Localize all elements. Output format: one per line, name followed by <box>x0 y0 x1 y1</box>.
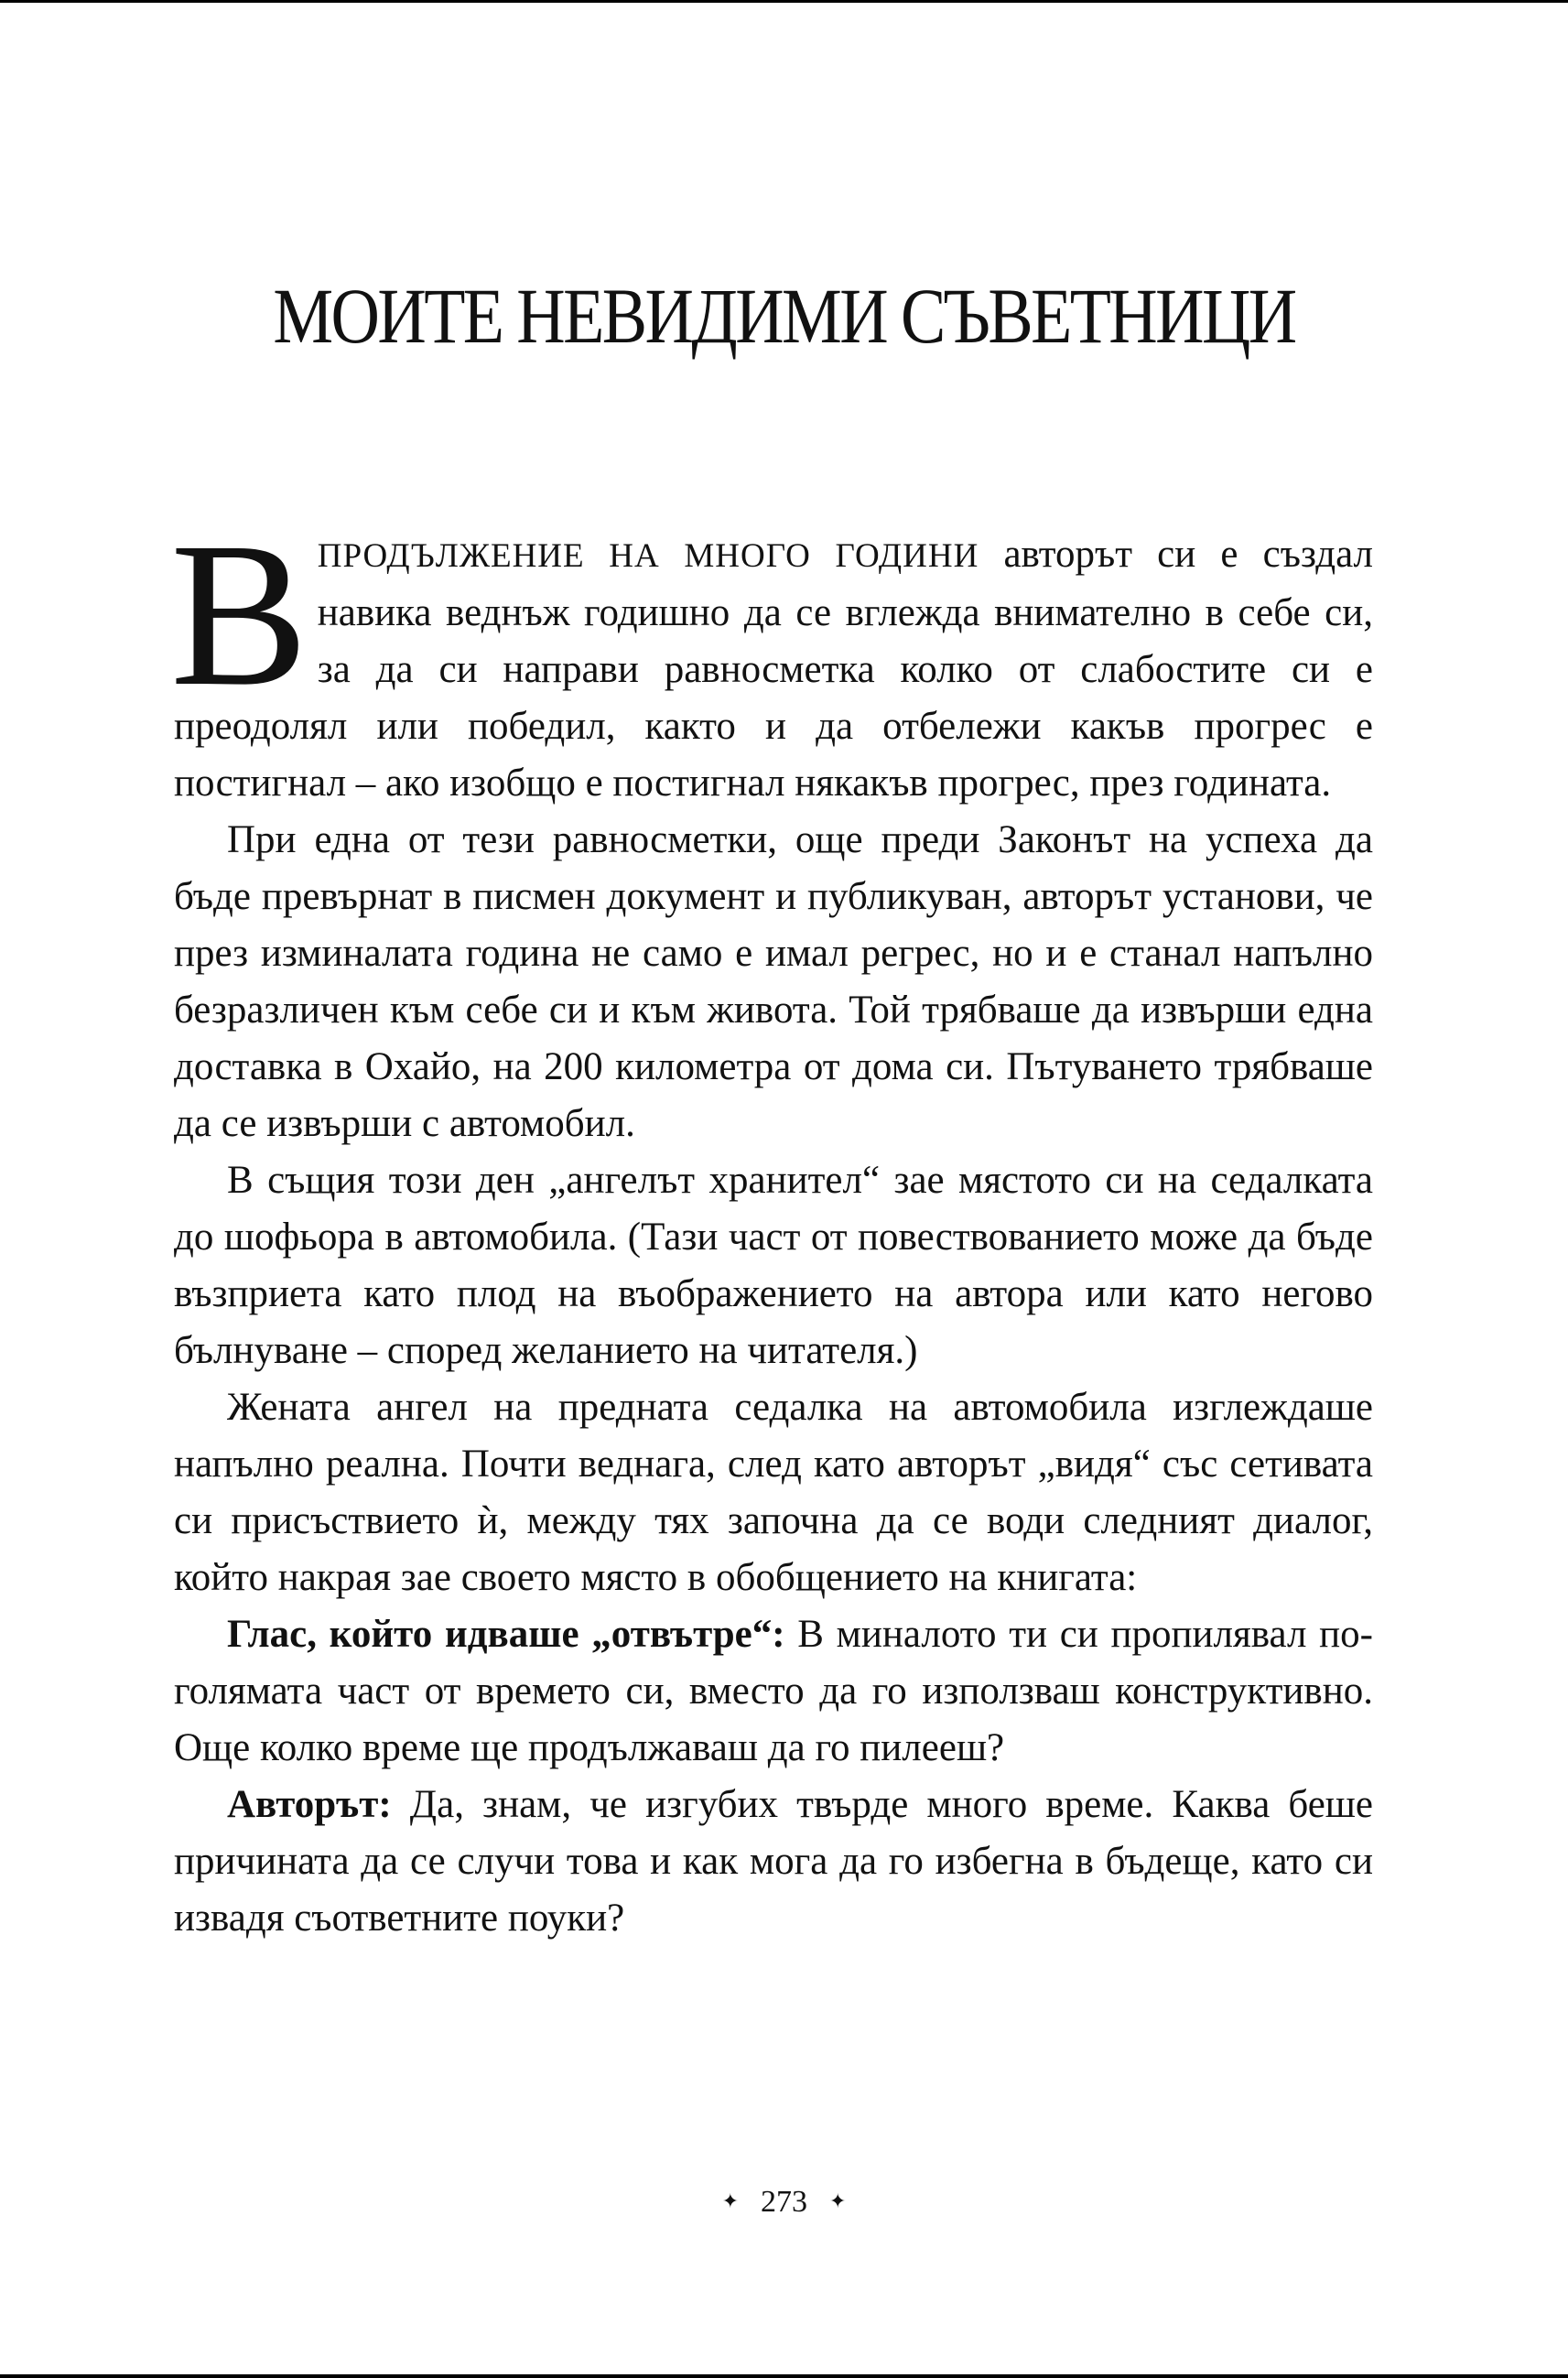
speaker-inner-voice: Глас, който идваше „отвътре“: <box>227 1613 785 1656</box>
ornament-right-icon: ✦ <box>829 2189 847 2212</box>
lead-in-small-caps: ПРОДЪЛЖЕНИЕ НА МНОГО ГОДИНИ <box>317 537 979 575</box>
chapter-title: МОИТЕ НЕВИДИМИ СЪВЕТНИЦИ <box>273 272 1295 360</box>
paragraph-3: В същия този ден „ангелът хранител“ зае мястото си на седалката до шофьора в автомобила. (Тази част от повествованието може да бъде възприета като плод на въображението на автора или като негово бълнуване – според желанието на читателя.) <box>174 1159 1373 1372</box>
body-text <box>170 500 1374 1947</box>
bottom-border-line <box>0 2374 1568 2378</box>
paragraph-1 <box>170 500 1373 812</box>
speaker-author: Авторът: <box>227 1783 392 1826</box>
paragraph-2: При една от тези равносметки, още преди Законът на успеха да бъде превърнат в писмен документ и публикуван, авторът установи, че през изминалата година не само е имал регрес, но и е станал напълно безразличен към себе си и към живота. Той трябваше да извърши една доставка в Охайо, на 200 километра от дома си. Пътуването трябваше да се извърши с автомобил. <box>174 818 1373 1145</box>
page-number: 273 <box>761 2185 807 2219</box>
page-footer <box>0 2183 1568 2221</box>
drop-cap: В <box>170 500 308 729</box>
paragraph-4: Жената ангел на предната седалка на автомобила изглеждаше напълно реална. Почти веднага, след като авторът „видя“ със сетивата си присъствието ѝ, между тях започна да се води следният диалог, който накрая зае своето място в обобщението на книгата: <box>174 1386 1373 1599</box>
paragraph-1-text: авторът си е създал навика веднъж годишно да се вглежда внимателно в себе си, за да си направи равносметка колко от слабостите си е преодолял или победил, както и да отбележи какъв прогрес е постигнал – ако изобщо е постигнал някакъв прогрес, през годината. <box>174 533 1373 805</box>
top-border-line <box>0 0 1568 3</box>
paragraph-5-text: В миналото ти си пропилявал по-голямата част от времето си, вместо да го използваш конструктивно. Още колко време ще продължаваш да го пилееш? <box>174 1613 1374 1769</box>
paragraph-6 <box>174 1777 1373 1947</box>
ornament-left-icon: ✦ <box>721 2189 739 2212</box>
paragraph-6-text: Да, знам, че изгубих твърде много време. Каква беше причината да се случи това и как мога да го избегна в бъдеще, като си извадя съответните поуки? <box>174 1783 1373 1940</box>
paragraph-5 <box>174 1606 1373 1777</box>
